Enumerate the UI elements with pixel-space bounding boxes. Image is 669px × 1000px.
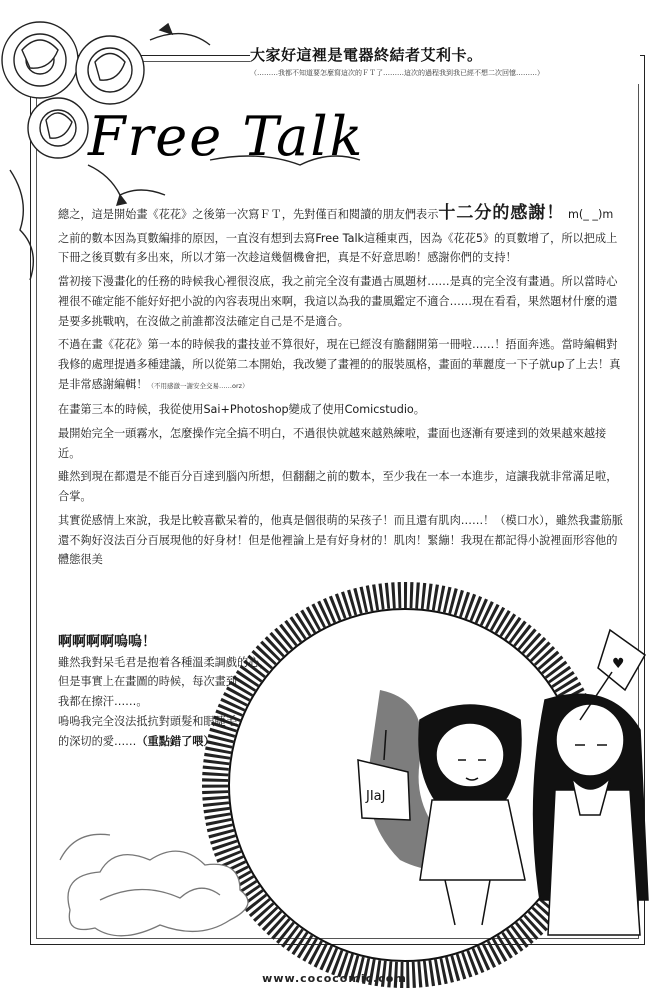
- paragraph-7: 雖然到現在都還是不能百分百達到腦內所想，但翻翻之前的數本，至少我在一本一本進步，這讓我就非常滿足啦，合掌。: [58, 470, 618, 504]
- chibi-characters: [419, 694, 648, 935]
- p1-emoticon: m(_ _)m: [567, 208, 614, 221]
- lower-line-5: [58, 732, 298, 752]
- site-watermark: www.cococomic.com: [262, 972, 407, 985]
- header-line: 大家好這裡是電器終結者艾利卡。: [250, 46, 483, 64]
- lower-line-5-aside: （重點錯了喂）: [136, 734, 215, 748]
- cloud-decoration: [60, 834, 248, 936]
- paragraph-4: [58, 335, 628, 396]
- paragraph-3: 當初接下漫畫化的任務的時候我心裡很沒底，我之前完全沒有畫過古風題材……是真的完全沒有畫過。所以當時心裡很不確定能不能好好把小說的內容表現出來啊，我這以為我的畫風鑑定不適合……現在看看，果然題材什麼的還是要多挑戰吶，在沒做之前誰都沒法確定自己是不是適合。: [58, 275, 618, 328]
- header-banner: [250, 44, 640, 84]
- p1-emphasis: 十二分的感謝！: [438, 203, 565, 223]
- lower-line-5-text: 的深切的愛……: [58, 734, 137, 748]
- paragraph-5: 在畫第三本的時候，我從使用Sai+Photoshop變成了使用Comicstudio。: [58, 403, 425, 417]
- paragraph-2: 之前的數本因為頁數編排的原因，一直沒有想到去寫Free Talk這種東西，因為《花花5》的頁數增了，所以把成上下冊之後頁數有多出來，所以才第一次趁這幾個機會把，真是不好意思喲！感謝你們的支持！: [58, 231, 618, 265]
- paragraph-6: 最開始完全一頭霧水，怎麼操作完全搞不明白，不過很快就越來越熟練啦，畫面也逐漸有要達到的效果越來越接近。: [58, 427, 607, 460]
- lower-line-3: 我都在擦汗……。: [58, 695, 148, 709]
- p1-text: 總之，這是開始畫《花花》之後第一次寫ＦＴ，先對僅百和閱讀的朋友們表示: [58, 208, 439, 221]
- lower-line-1: 雖然我對呆毛君是抱着各種溫柔調戲的心，: [58, 655, 271, 669]
- paragraph-8: 其實從感情上來說，我是比較喜歡呆着的，他真是個很萌的呆孩子！而且還有肌肉……！（模口水），雖然我畫筋脈還不夠好沒法百分百展現他的好身材！但是他裡論上是有好身材的！肌肉！緊繃！我現在都記得小說裡面形容他的體態很美: [58, 513, 623, 567]
- lower-line-4: 嗚嗚我完全沒法抵抗對頭髮和眼睫毛: [58, 714, 238, 728]
- lower-line-2: 但是事實上在畫圖的時候，每次畫到: [58, 675, 238, 689]
- p4-text: 不過在畫《花花》第一本的時候我的畫技並不算很好，現在已經沒有膽翻開第一冊啦……！捂面奔逃。當時編輯對我修的處理提過多種建議，所以從第二本開始，我改變了畫裡的的服裝風格，畫面的華麗度一下子就up了上去！真是非常感謝編輯！: [58, 338, 621, 391]
- lower-text: [58, 633, 298, 751]
- page-title: Free Talk: [88, 105, 365, 168]
- heart-icon: ♥: [612, 656, 625, 672]
- p4-aside: （不用感激一謝安全交易……orz）: [147, 381, 249, 390]
- paragraph-1: [58, 204, 628, 225]
- sign-text: JIaJ: [366, 789, 386, 804]
- header-subline: （………我都不知道要怎麼寫這次的ＦＴ了………這次的過程我到我已經不想二次回憶………）: [250, 69, 544, 77]
- free-talk-body: [58, 204, 628, 574]
- shout-line: 啊啊啊啊嗚嗚！: [58, 634, 156, 650]
